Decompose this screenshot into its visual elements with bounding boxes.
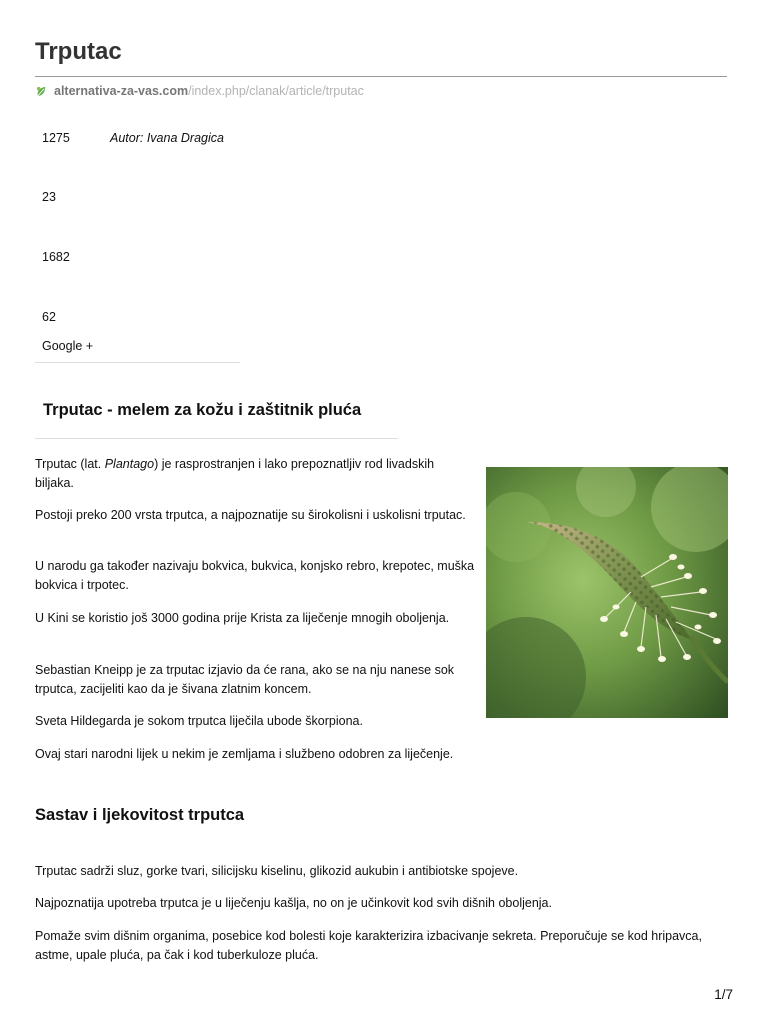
google-plus-share[interactable]: Google + xyxy=(42,339,94,353)
share-count-4[interactable]: 62 xyxy=(42,310,56,324)
page-number: 1/7 xyxy=(714,987,733,1002)
section-heading: Sastav i ljekovitost trputca xyxy=(35,806,245,824)
article-subtitle: Trputac - melem za kožu i zaštitnik pluća xyxy=(43,401,362,419)
section-paragraph-1: Trputac sadrži sluz, gorke tvari, silicijsku kiselinu, glikozid aukubin i antibiotske spojeve. xyxy=(35,864,519,878)
source-path[interactable]: /index.php/clanak/article/trputac xyxy=(188,84,364,98)
plantain-photo xyxy=(486,467,728,718)
section-paragraph-3: Pomaže svim dišnim organima, posebice kod bolesti koje karakterizira izbacivanje sekreta. Preporučuje se kod hripavca, astme, upale pluća, pa čak i kod tuberkuloze pluća. xyxy=(35,929,702,962)
intro-paragraph-7: Ovaj stari narodni lijek u nekim je zemljama i službeno odobren za liječenje. xyxy=(35,747,454,761)
intro-paragraph-6: Sveta Hildegarda je sokom trputca liječila ubode škorpiona. xyxy=(35,714,363,728)
page-title: Trputac xyxy=(35,38,122,65)
author-line: Autor: Ivana Dragica xyxy=(110,131,224,145)
subtitle-divider xyxy=(35,438,398,439)
source-link[interactable] xyxy=(35,84,364,98)
intro-paragraph-5: Sebastian Kneipp je za trputac izjavio da će rana, ako se na nju nanese sok trputca, zacijeliti kao da je šivana zlatnim koncem. xyxy=(35,663,455,696)
share-divider xyxy=(35,362,240,363)
intro-paragraph-1: Trputac (lat. Plantago) je rasprostranjen i lako prepoznatljiv rod livadskih biljaka. xyxy=(35,457,435,490)
intro-paragraph-4: U Kini se koristio još 3000 godina prije Krista za liječenje mnogih oboljenja. xyxy=(35,611,450,625)
latin-name: Plantago xyxy=(104,457,155,471)
share-count-1[interactable]: 1275 xyxy=(42,131,70,145)
leaf-icon xyxy=(35,85,48,98)
share-count-2[interactable]: 23 xyxy=(42,190,56,204)
title-divider xyxy=(35,76,727,77)
share-count-3[interactable]: 1682 xyxy=(42,250,70,264)
source-domain[interactable]: alternativa-za-vas.com xyxy=(54,84,189,98)
intro-paragraph-3: U narodu ga također nazivaju bokvica, bukvica, konjsko rebro, krepotec, muška bokvica i trpotec. xyxy=(35,559,475,592)
section-paragraph-2: Najpoznatija upotreba trputca je u liječenju kašlja, no on je učinkovit kod svih dišnih oboljenja. xyxy=(35,896,552,910)
intro-paragraph-2: Postoji preko 200 vrsta trputca, a najpoznatije su širokolisni i uskolisni trputac. xyxy=(35,508,466,522)
